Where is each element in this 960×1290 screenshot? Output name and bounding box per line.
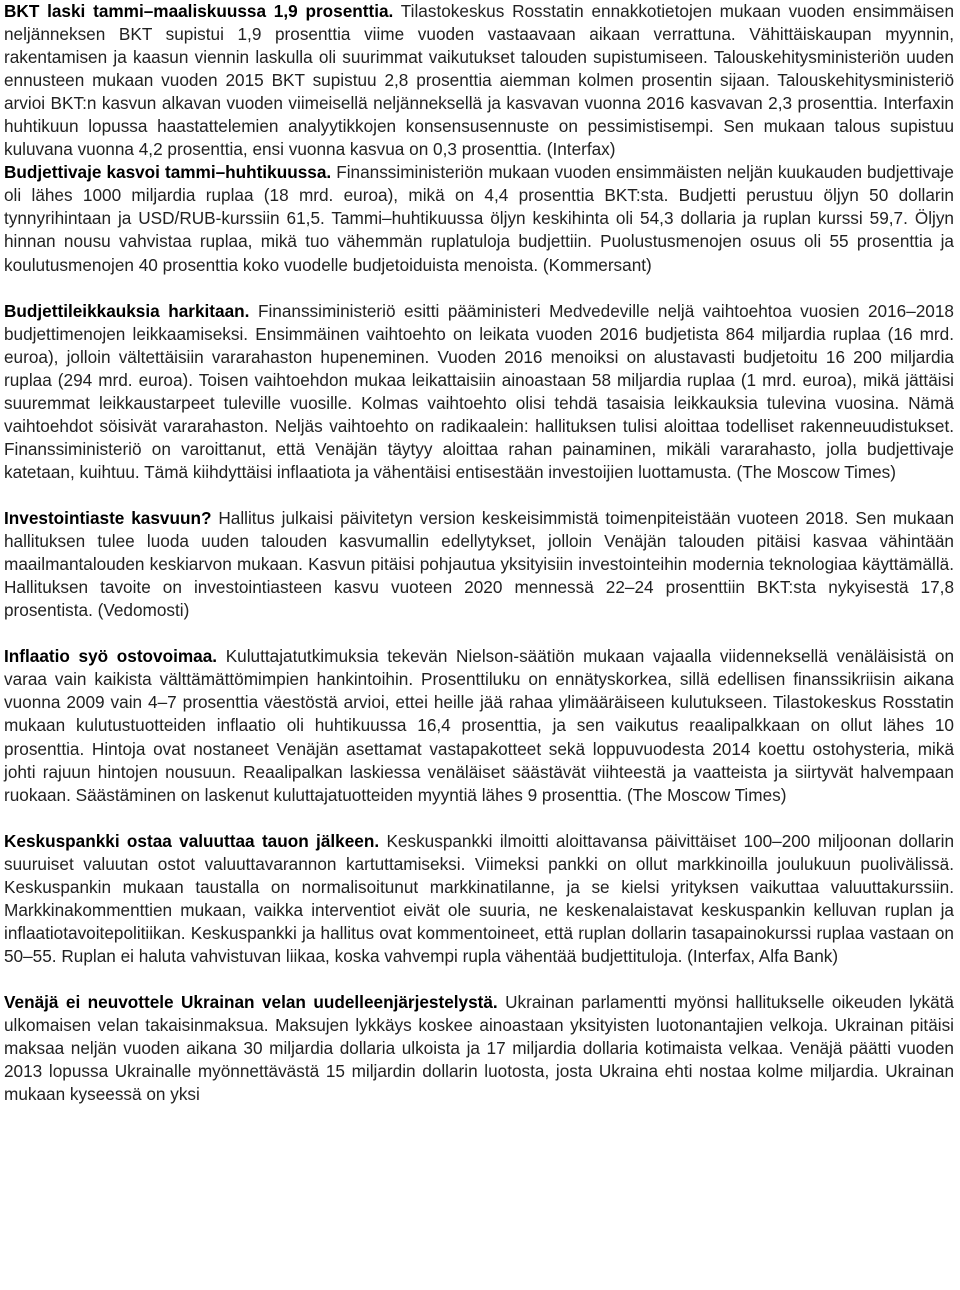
- news-item-ukraine-debt: [4, 991, 954, 1106]
- news-item-investment-rate: [4, 507, 954, 622]
- news-headline: Budjettileikkauksia harkitaan.: [4, 300, 250, 321]
- news-item-budget-cuts: [4, 300, 954, 484]
- news-group: [4, 645, 954, 806]
- news-item-central-bank: [4, 830, 954, 968]
- news-body: Finanssiministeriö esitti pääministeri Medvedeville neljä vaihtoehtoa vuosien 2016–2018 budjettimenojen leikkaamiseksi. Ensimmäinen vaihtoehto on leikata vuoden 2016 budjetista 864 miljardia ruplaa (16 mrd. euroa), jolloin vältettäisiin vararahaston hupeneminen. Vuoden 2016 menoiksi on alustavasti budjetoitu 16 200 miljardia ruplaa (294 mrd. euroa). Toisen vaihtoehdon mukaa leikattaisiin ainoastaan 58 miljardia ruplaa (1 mrd. euroa), mikä jättäisi suuremmat leikkaustarpeet tuleville vuosille. Kolmas vaihtoehto olisi tehdä tasaisia leikkauksia tulevina vuosina. Nämä vaihtoehdot söisivät vararahaston. Neljäs vaihtoehto on radikaalein: hallituksen tulisi aloittaa todelliset rakenneuudistukset. Finanssiministeriö on varoittanut, että Venäjän täytyy aloittaa rahan painaminen, mikäli vararahasto, jolla budjettivaje katetaan, kuihtuu. Tämä kiihdyttäisi inflaatiota ja vähentäisi entisestään investoijien luottamusta. (The Moscow Times): [4, 300, 954, 482]
- news-body: Hallitus julkaisi päivitetyn version keskeisimmistä toimenpiteistään vuoteen 2018. Sen mukaan hallituksen tulee luoda uuden talouden kasvumallin edellytykset, jolloin Venäjän talouden pitäisi kasvaa vähintään maailmantalouden keskiarvon mukaan. Kasvun pitäisi pohjautua yksityisiin investointeihin modernia teknologiaa käyttämällä. Hallituksen tavoite on investointiasteen kasvu vuoteen 2020 mennessä 22–24 prosenttiin BKT:sta nykyisestä 17,8 prosentista. (Vedomosti): [4, 508, 954, 621]
- news-headline: Venäjä ei neuvottele Ukrainan velan uudelleenjärjestelystä.: [4, 992, 498, 1013]
- news-item-inflation: [4, 645, 954, 806]
- news-headline: Inflaatio syö ostovoimaa.: [4, 646, 218, 667]
- news-body: Kuluttajatutkimuksia tekevän Nielson-säätiön mukaan vajaalla viidenneksellä venäläisistä on varaa vain kaikista välttämättömimpien hankintoihin. Prosenttiluku on ennätyskorkea, sillä edellisen finanssikriisin aikana vuonna 2009 vain 4–7 prosenttia väestöstä arvioi, ettei heille jää rahaa ylimääräiseen kulutukseen. Tilastokeskus Rosstatin mukaan kulutustuotteiden inflaatio oli huhtikuussa 16,4 prosenttia, ja sen vaikutus reaalipalkkaan on ollut lähes 10 prosenttia. Hintoja ovat nostaneet Venäjän asettamat vastapakotteet sekä loppuvuodesta 2014 koettu ostohysteria, mikä johti rajuun hintojen nousuun. Reaalipalkan laskiessa venäläiset säästävät viihteestä ja vaatteista ja siirtyvät halvempaan ruokaan. Säästäminen on laskenut kuluttajatuotteiden myyntiä lähes 9 prosenttia. (The Moscow Times): [4, 646, 955, 805]
- news-body: Keskuspankki ilmoitti aloittavansa päivittäiset 100–200 miljoonan dollarin suuruiset valuutan ostot valuuttavarannon kartuttamiseksi. Viimeksi pankki on ollut markkinoilla joulukuun puolivälissä. Keskuspankin mukaan taustalla on normalisoitunut markkinatilanne, ja se kielsi yrityksen vaikuttaa valuuttakurssiin. Markkinakommenttien mukaan, vaikka interventiot eivät ole suuria, ne keskenalaistavat keskuspankin kelluvan ruplan ja inflaatiotavoitepolitiikan. Keskuspankki ja hallitus ovat kommentoineet, että ruplan dollarin tasapainokurssi ruplaa vastaan on 50–55. Ruplan ei haluta vahvistuvan liikaa, koska vahvempi rupla vähentää budjettituloja. (Interfax, Alfa Bank): [4, 830, 955, 966]
- news-item-budget-deficit: [4, 161, 954, 276]
- news-body: Tilastokeskus Rosstatin ennakkotietojen mukaan vuoden ensimmäisen neljänneksen BKT supistui 1,9 prosenttia viime vuoden vastaavaan aikaan verrattuna. Vähittäiskaupan myynnin, rakentamisen ja kaasun viennin laskulla oli suurimmat vaikutukset talouden supistumiseen. Talouskehitysministeriön uuden ennusteen mukaan vuoden 2015 BKT supistuu 2,8 prosenttia aiemman kolmen prosentin sijaan. Talouskehitysministeriö arvioi BKT:n kasvun alkavan vuoden viimeisellä neljänneksellä ja kasvavan vuonna 2016 kasvavan 2,3 prosenttia. Interfaxin huhtikuun lopussa haastattelemien analyytikkojen konsensusennuste on pessimistisempi. Sen mukaan talous supistuu kuluvana vuonna 4,2 prosenttia, ensi vuonna kasvua on 0,3 prosenttia. (Interfax): [4, 1, 955, 160]
- news-body: Finanssiministeriön mukaan vuoden ensimmäisten neljän kuukauden budjettivaje oli lähes 1000 miljardia ruplaa (18 mrd. euroa), mikä on 4,4 prosenttia BKT:sta. Budjetti perustuu öljyn 50 dollarin tynnyrihintaan ja USD/RUB-kurssiin 61,5. Tammi–huhtikuussa öljyn keskihinta oli 54,3 dollaria ja ruplan kurssi 59,7. Öljyn hinnan nousu vahvistaa ruplaa, mikä tuo vähemmän ruplatuloja budjettiin. Puolustusmenojen osuus oli 55 prosenttia ja koulutusmenojen 40 prosenttia koko vuodelle budjetoiduista menoista. (Kommersant): [4, 162, 954, 275]
- news-headline: Keskuspankki ostaa valuuttaa tauon jälkeen.: [4, 830, 380, 851]
- news-group: [4, 830, 954, 968]
- news-group: [4, 507, 954, 622]
- news-group: [4, 991, 954, 1106]
- news-headline: Investointiaste kasvuun?: [4, 508, 212, 529]
- news-group: [4, 0, 954, 277]
- news-headline: BKT laski tammi–maaliskuussa 1,9 prosenttia.: [4, 1, 394, 21]
- news-body: Ukrainan parlamentti myönsi hallitukselle oikeuden lykätä ulkomaisen velan takaisinmaksua. Maksujen lykkäys koskee ainoastaan yksityisten luotonantajien velkoja. Ukrainan pitäisi maksaa neljän vuoden aikana 30 miljardia dollaria ulkoista ja 17 miljardia dollaria kotimaista velkaa. Venäjä päätti vuoden 2013 lopussa Ukrainalle myönnettävästä 15 miljardin dollarin luotosta, josta Ukraina ehti nostaa kolme miljardia. Ukrainan mukaan kyseessä on yksi: [4, 992, 954, 1105]
- news-group: [4, 300, 954, 484]
- news-headline: Budjettivaje kasvoi tammi–huhtikuussa.: [4, 162, 332, 183]
- news-item-gdp: [4, 0, 954, 161]
